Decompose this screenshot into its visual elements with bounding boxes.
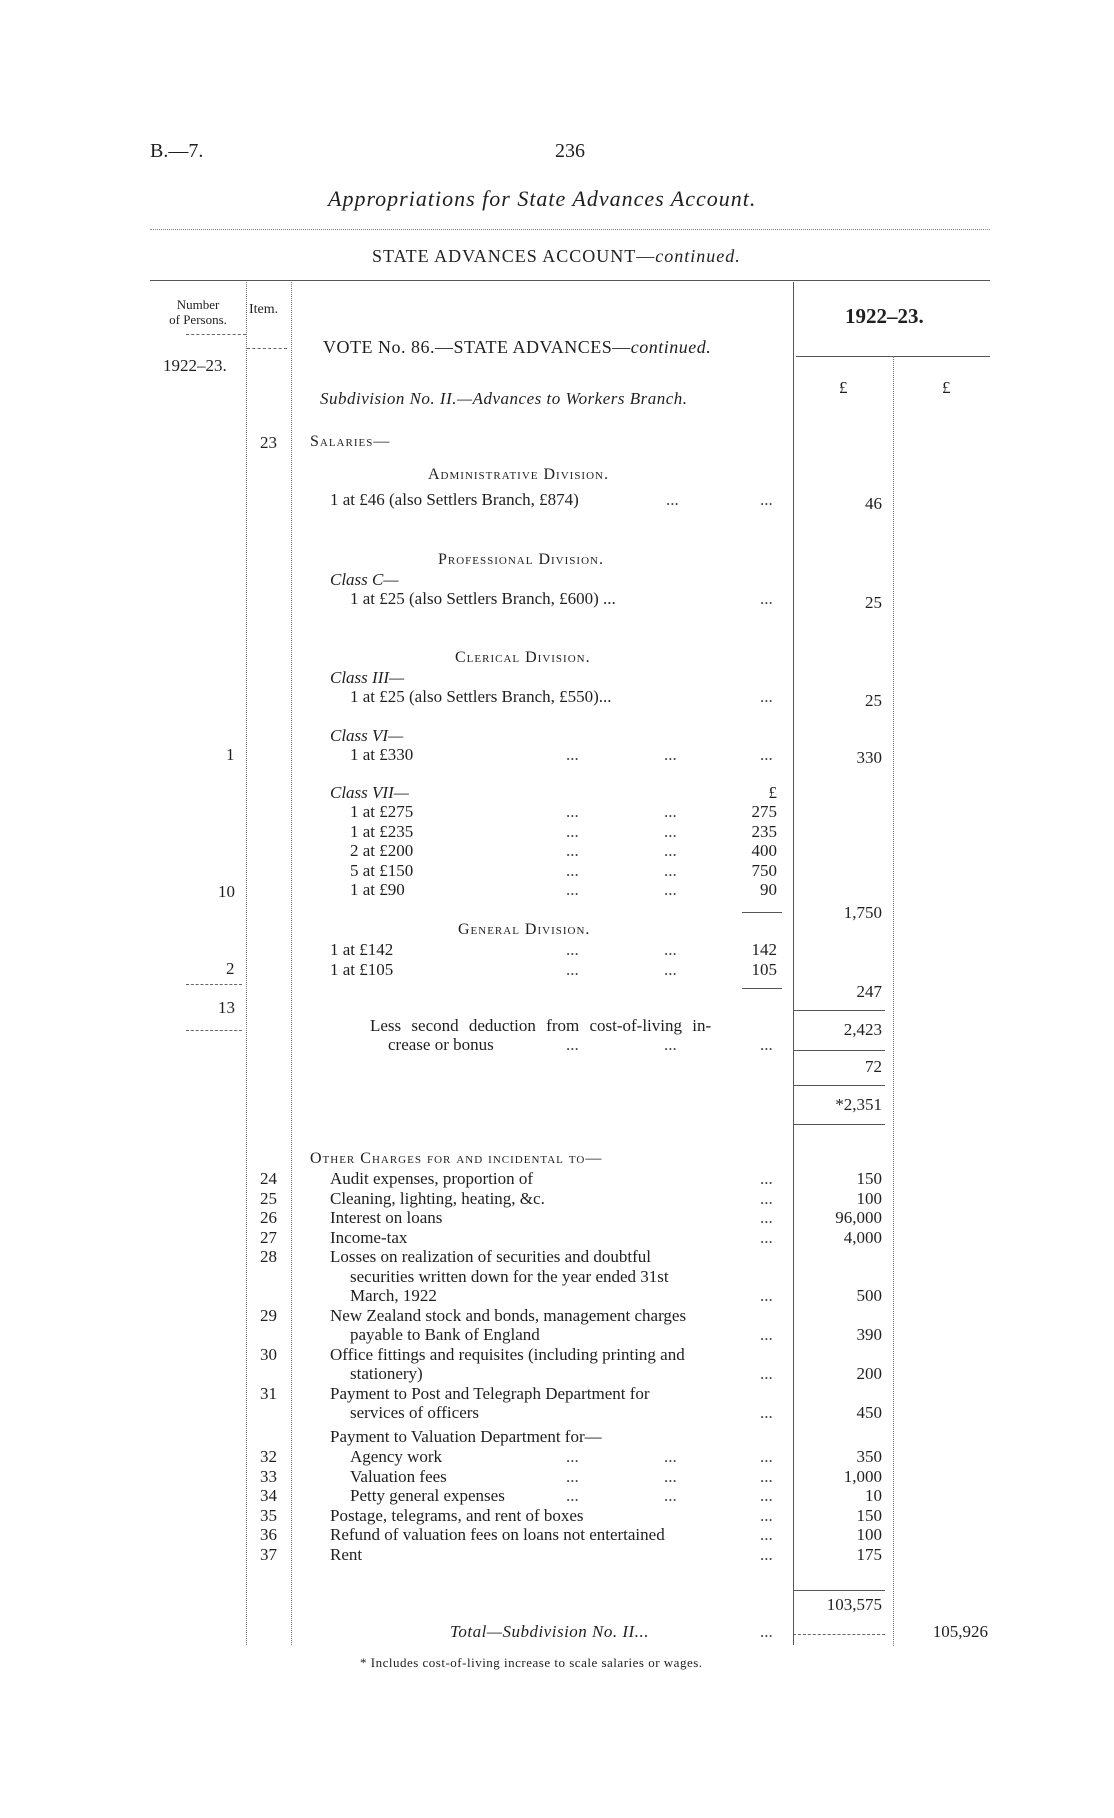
leader-dots: ... [760, 1486, 773, 1505]
pound-sign-col2: £ [942, 378, 951, 397]
charge-description: Payment to Post and Telegraph Department for [330, 1383, 650, 1403]
charge-description: Agency work [350, 1447, 443, 1466]
class-7-pound-sign: £ [768, 783, 777, 802]
persons-sum-rule [186, 984, 242, 985]
charge-amount: 150 [856, 1505, 882, 1525]
charge-item-number: 25 [260, 1188, 277, 1208]
vote-title-text: VOTE No. 86.—STATE ADVANCES— [323, 337, 631, 357]
leader-dots: ... [760, 1227, 773, 1247]
charge-description: Petty general expenses [350, 1486, 505, 1505]
leader-dots: ... [760, 1208, 773, 1227]
deduction-line-2: crease or bonus [388, 1035, 494, 1054]
general-total: 247 [856, 982, 882, 1001]
charge-item-number: 30 [260, 1344, 277, 1364]
leader-dots: ... [664, 1035, 677, 1054]
leader-dots: ... [664, 940, 677, 959]
persons-header-line2: of Persons. [169, 312, 227, 327]
leader-dots: ... [566, 1035, 579, 1054]
charge-amount: 175 [856, 1544, 882, 1564]
net-rule [793, 1085, 885, 1086]
clerical-class-3: Class III— [330, 668, 405, 687]
charge-item-number: 28 [260, 1247, 277, 1266]
other-charges-sum-rule [793, 1590, 885, 1591]
charge-amount: 450 [856, 1403, 882, 1422]
other-charges-heading: Other Charges for and incidental to— [310, 1150, 603, 1167]
class-7-value: 275 [751, 802, 777, 821]
item-column-header: Item. [249, 302, 279, 317]
charge-description: Losses on realization of securities and doubtful [330, 1247, 652, 1266]
leader-dots: ... [566, 821, 579, 841]
persons-header-rule [186, 334, 246, 335]
total-persons: 13 [218, 998, 235, 1017]
leader-dots: ... [566, 959, 579, 979]
charge-amount: 4,000 [843, 1227, 882, 1247]
persons-year-label: 1922–23. [163, 356, 227, 375]
administrative-line: 1 at £46 (also Settlers Branch, £874) [330, 490, 579, 509]
persons-header-line1: Number [176, 297, 220, 312]
charge-amount: 500 [856, 1286, 882, 1305]
charge-item-number: 24 [260, 1169, 277, 1188]
vote-title [323, 337, 711, 358]
leader-dots: ... [664, 802, 677, 821]
leader-dots: ... [566, 802, 579, 821]
deduction-line-1: Less second deduction from cost-of-living in- [370, 1016, 712, 1035]
leader-dots: ... [760, 1525, 773, 1544]
leader-dots: ... [566, 1447, 579, 1466]
leader-dots: ... [760, 1286, 773, 1305]
leader-dots: ... [664, 1486, 677, 1505]
salaries-heading: Salaries— [310, 433, 391, 450]
leader-dots: ... [566, 745, 579, 764]
class-7-line: 1 at £275 [350, 802, 414, 821]
charge-amount: 100 [856, 1188, 882, 1208]
persons-column-header [152, 297, 244, 327]
charge-amount: 350 [856, 1447, 882, 1466]
leader-dots: ... [666, 490, 679, 509]
charge-item-number: 35 [260, 1505, 277, 1525]
class-7-line: 5 at £150 [350, 860, 414, 880]
text-amount-divider [793, 282, 794, 1645]
leader-dots: ... [664, 745, 677, 764]
clerical-heading: Clerical Division. [455, 649, 591, 666]
leader-dots: ... [664, 860, 677, 880]
class-7-value: 235 [751, 821, 777, 841]
class-7-total: 1,750 [843, 903, 882, 922]
leader-dots: ... [760, 490, 773, 509]
deduction-rule [793, 1050, 885, 1051]
charge-item-number: 33 [260, 1466, 277, 1486]
persons-item-divider [246, 282, 247, 1645]
class-7-value: 90 [760, 880, 777, 899]
leader-dots: ... [760, 1505, 773, 1525]
charge-description: New Zealand stock and bonds, management charges [330, 1305, 687, 1325]
subtotal-rule [793, 1010, 885, 1011]
pound-sign-col1: £ [839, 378, 848, 397]
leader-dots: ... [566, 1486, 579, 1505]
charge-description: Valuation fees [350, 1466, 447, 1486]
general-line: 1 at £105 [330, 959, 394, 979]
amount-columns-divider [893, 356, 894, 1646]
charge-item-number: 31 [260, 1383, 277, 1403]
general-persons: 2 [226, 959, 235, 978]
table-top-rule [150, 280, 990, 281]
class-7-line: 1 at £90 [350, 880, 405, 899]
section-heading [372, 246, 741, 267]
charge-description: Office fittings and requisites (including printing and [330, 1344, 685, 1364]
amount-year-header: 1922–23. [845, 304, 924, 328]
leader-dots: ... [760, 1188, 773, 1208]
leader-dots: ... [760, 1447, 773, 1466]
class-7-value: 750 [751, 860, 777, 880]
charge-description: securities written down for the year ended 31st [350, 1266, 669, 1286]
leader-dots: ... [566, 880, 579, 899]
clerical-class-6-amount: 330 [856, 748, 882, 767]
leader-dots: ... [566, 860, 579, 880]
administrative-heading: Administrative Division. [428, 466, 609, 483]
leader-dots: ... [566, 841, 579, 860]
leader-dots: ... [760, 687, 773, 706]
clerical-class-7: Class VII— [330, 783, 409, 802]
charge-description: Postage, telegrams, and rent of boxes [330, 1505, 584, 1525]
class-7-line: 2 at £200 [350, 841, 414, 860]
charge-amount: 150 [856, 1169, 882, 1188]
clerical-class-6-line: 1 at £330 [350, 745, 414, 764]
charge-item-number: 27 [260, 1227, 277, 1247]
charge-item-number: 29 [260, 1305, 277, 1325]
leader-dots: ... [566, 940, 579, 959]
leader-dots: ... [760, 1169, 773, 1188]
vote-title-cont: continued. [630, 337, 712, 357]
class-7-value: 400 [751, 841, 777, 860]
charge-amount: 1,000 [843, 1466, 882, 1486]
clerical-class-6: Class VI— [330, 726, 404, 745]
salaries-subtotal: 2,423 [843, 1020, 882, 1039]
leader-dots: ... [760, 1035, 773, 1054]
charge-item-number: 34 [260, 1486, 277, 1505]
general-sum-rule [742, 988, 782, 989]
page-number: 236 [555, 140, 585, 162]
leader-dots: ... [664, 821, 677, 841]
charge-description: payable to Bank of England [350, 1325, 540, 1344]
professional-heading: Professional Division. [438, 551, 604, 568]
charge-description: Interest on loans [330, 1208, 443, 1227]
leader-dots: ... [664, 959, 677, 979]
page-title: Appropriations for State Advances Account. [328, 186, 757, 211]
subdivision-title: Subdivision No. II.—Advances to Workers Branch. [320, 389, 688, 408]
charge-item-number: 36 [260, 1525, 277, 1544]
charge-description: March, 1922 [350, 1286, 437, 1305]
item-text-divider [291, 282, 292, 1645]
subdivision-total-label: Total—Subdivision No. II... [450, 1622, 649, 1641]
subdivision-total-amount: 105,926 [932, 1622, 988, 1641]
leader-dots: ... [664, 1466, 677, 1486]
deduction-amount: 72 [865, 1057, 882, 1076]
other-charges-total-rule [793, 1634, 885, 1635]
footnote: * Includes cost-of-living increase to scale salaries or wages. [360, 1655, 703, 1670]
leader-dots: ... [760, 1466, 773, 1486]
leader-dots: ... [760, 1325, 773, 1344]
report-reference: B.—7. [150, 140, 204, 162]
other-charges-total: 103,575 [826, 1595, 882, 1614]
charge-description: Rent [330, 1544, 363, 1564]
charge-amount: 200 [856, 1364, 882, 1383]
clerical-class-3-amount: 25 [865, 691, 882, 710]
charge-amount: 10 [865, 1486, 882, 1505]
leader-dots: ... [760, 1544, 773, 1564]
clerical-class-3-line: 1 at £25 (also Settlers Branch, £550)... [350, 687, 612, 706]
charge-item-number: 32 [260, 1447, 277, 1466]
valuation-heading: Payment to Valuation Department for— [330, 1427, 602, 1446]
total-persons-rule [186, 1030, 242, 1031]
leader-dots: ... [760, 1364, 773, 1383]
class-7-persons: 10 [218, 882, 235, 901]
leader-dots: ... [664, 1447, 677, 1466]
charge-description: stationery) [350, 1364, 423, 1383]
section-heading-cont: continued. [655, 246, 741, 266]
leader-dots: ... [664, 841, 677, 860]
administrative-amount: 46 [865, 494, 882, 513]
leader-dots: ... [664, 880, 677, 899]
general-line: 1 at £142 [330, 940, 394, 959]
leader-dots: ... [760, 1622, 773, 1641]
charge-description: services of officers [350, 1403, 480, 1422]
class-7-line: 1 at £235 [350, 821, 414, 841]
leader-dots: ... [760, 1403, 773, 1422]
section-heading-text: STATE ADVANCES ACCOUNT— [372, 246, 656, 266]
charge-description: Cleaning, lighting, heating, &c. [330, 1188, 545, 1208]
class-6-persons: 1 [226, 745, 235, 764]
charge-amount: 390 [856, 1325, 882, 1344]
salaries-net-total: *2,351 [835, 1095, 882, 1114]
leader-dots: ... [760, 589, 773, 608]
charge-amount: 100 [856, 1525, 882, 1544]
professional-line: 1 at £25 (also Settlers Branch, £600) ... [350, 589, 616, 608]
general-value: 105 [751, 959, 777, 979]
item-header-rule [247, 348, 287, 349]
charge-description: Refund of valuation fees on loans not entertained [330, 1525, 665, 1544]
net-rule-bottom [793, 1124, 885, 1125]
professional-class: Class C— [330, 570, 399, 589]
leader-dots: ... [760, 745, 773, 764]
professional-amount: 25 [865, 593, 882, 612]
class-7-sum-rule [742, 912, 782, 913]
charge-item-number: 26 [260, 1208, 277, 1227]
general-value: 142 [751, 940, 777, 959]
charge-amount: 96,000 [835, 1208, 882, 1227]
charge-item-number: 37 [260, 1544, 277, 1564]
salaries-item-number: 23 [260, 433, 277, 452]
title-rule [150, 229, 990, 230]
charge-description: Audit expenses, proportion of [330, 1169, 534, 1188]
leader-dots: ... [566, 1466, 579, 1486]
general-heading: General Division. [458, 921, 591, 938]
charge-description: Income-tax [330, 1227, 408, 1247]
